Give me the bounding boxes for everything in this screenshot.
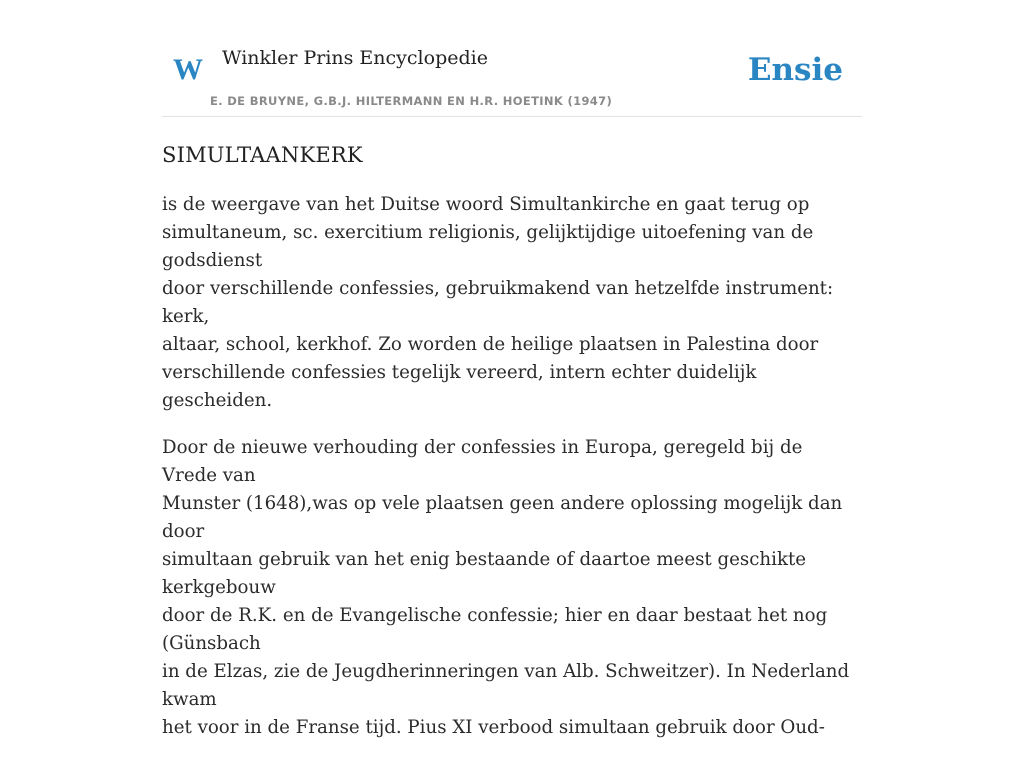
article-title: SIMULTAANKERK <box>162 143 363 167</box>
article-paragraph-1: is de weergave van het Duitse woord Simultankirche en gaat terug op simultaneum, sc. exercitium religionis, gelijktijdige uitoefening van de godsdienst door verschillende confessies, gebruikmakend van hetzelfde instrument: kerk, altaar, school, kerkhof. Zo worden de heilige plaatsen in Palestina door verschillende confessies tegelijk vereerd, intern echter duidelijk gescheiden. <box>162 194 834 411</box>
site-header <box>162 0 862 117</box>
authors-line: E. DE BRUYNE, G.B.J. HILTERMANN EN H.R. HOETINK (1947) <box>210 94 613 108</box>
article-paragraph-2: Door de nieuwe verhouding der confessies in Europa, geregeld bij de Vrede van Munster (1648),was op vele plaatsen geen andere oplossing mogelijk dan door simultaan gebruik van het enig bestaande of daartoe meest geschikte kerkgebouw door de R.K. en de Evangelische confessie; hier en daar bestaat het nog (Günsbach in de Elzas, zie de Jeugdherinneringen van Alb. Schweitzer). In Nederland kwam het voor in de Franse tijd. Pius XI verbood simultaan gebruik door Oud- <box>162 437 850 738</box>
site-title-link[interactable]: Winkler Prins Encyclopedie <box>222 47 488 69</box>
ensie-brand-logo[interactable]: Ensie <box>747 52 843 88</box>
winkler-prins-logo-icon[interactable]: W <box>173 53 203 86</box>
article-content <box>162 139 862 761</box>
